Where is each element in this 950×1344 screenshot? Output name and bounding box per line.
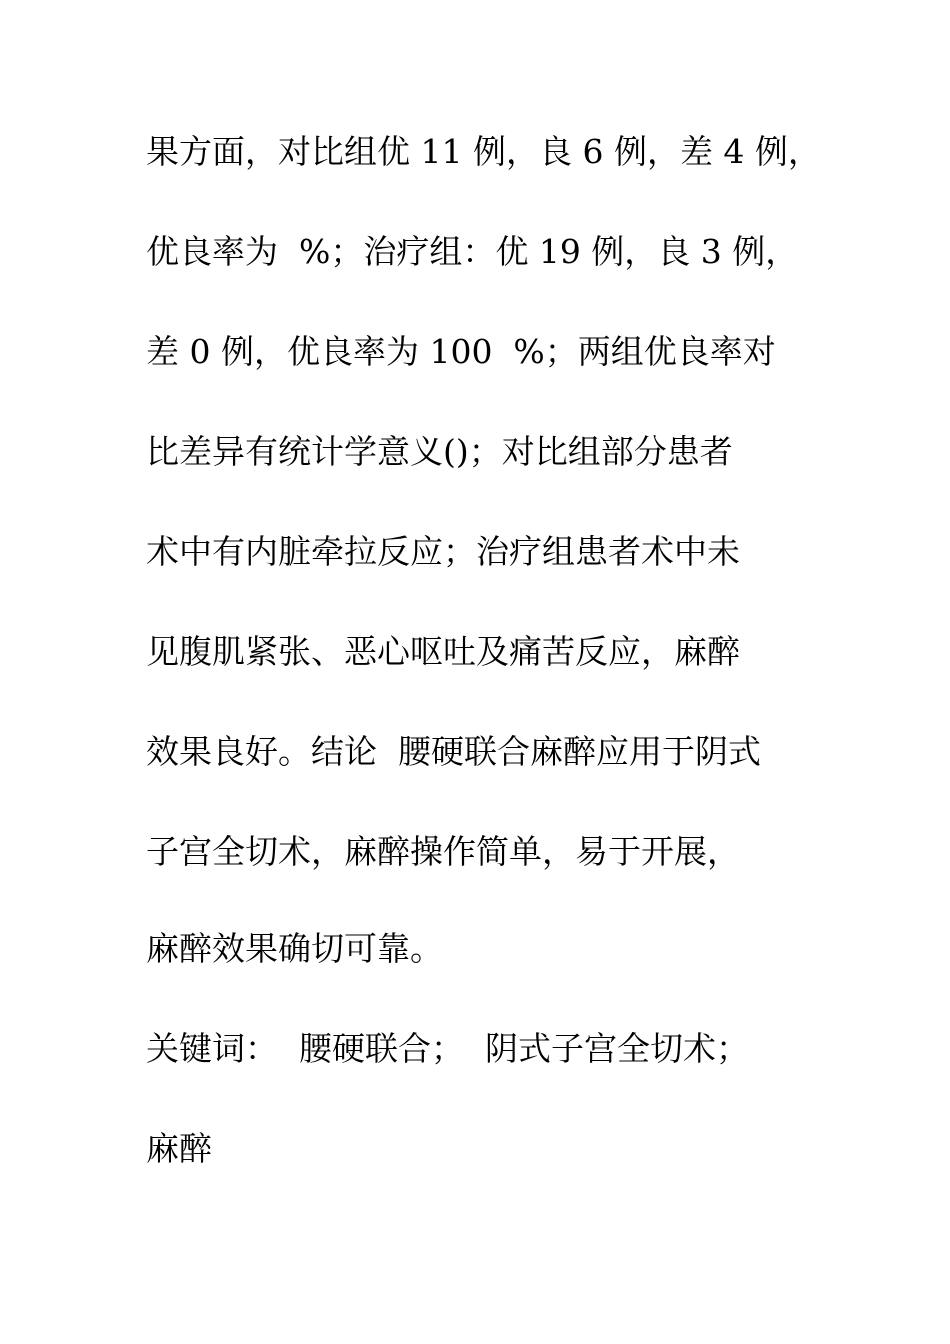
paragraph-line: 效果良好。结论 腰硬联合麻醉应用于阴式 xyxy=(146,732,761,771)
paragraph-line: 子宫全切术，麻醉操作简单，易于开展， xyxy=(146,832,740,871)
keywords-line: 关键词： 腰硬联合； 阴式子宫全切术； xyxy=(146,1029,749,1068)
paragraph-line: 术中有内脏牵拉反应；治疗组患者术中未 xyxy=(146,532,740,571)
paragraph-line: 差 0 例，优良率为 100 %；两组优良率对 xyxy=(146,332,776,371)
paragraph-line: 见腹肌紧张、恶心呕吐及痛苦反应，麻醉 xyxy=(146,632,740,671)
paragraph-line: 果方面，对比组优 11 例，良 6 例，差 4 例， xyxy=(146,132,821,171)
paragraph-line: 麻醉效果确切可靠。 xyxy=(146,929,443,968)
paragraph-line: 优良率为 %；治疗组：优 19 例，良 3 例， xyxy=(146,232,799,271)
paragraph-line: 比差异有统计学意义()；对比组部分患者 xyxy=(146,432,733,471)
keywords-line: 麻醉 xyxy=(146,1129,212,1168)
